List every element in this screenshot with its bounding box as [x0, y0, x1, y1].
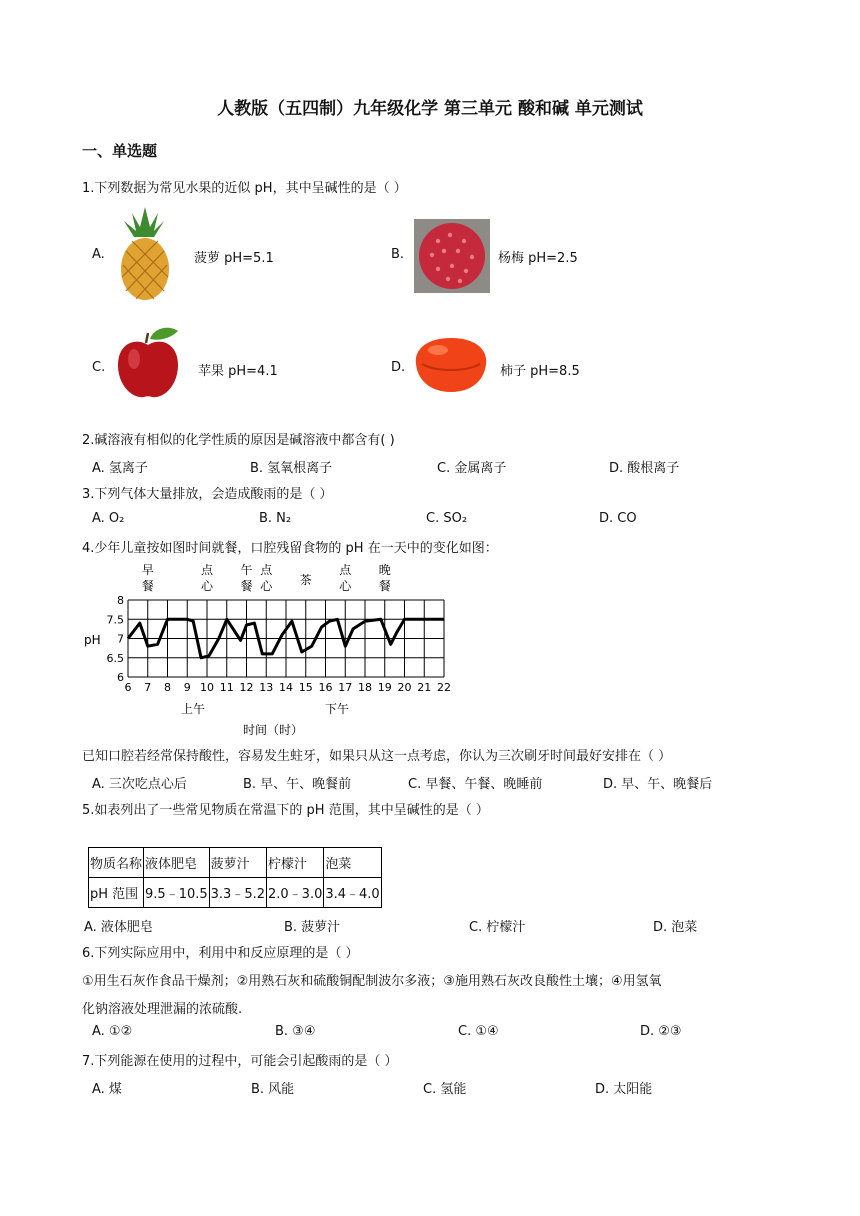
x-tick-label: 20 — [397, 681, 412, 694]
pineapple-icon — [114, 205, 176, 301]
question-2-stem: 2.碱溶液有相似的化学性质的原因是碱溶液中都含有( ) — [82, 433, 395, 448]
table-header-row — [89, 848, 382, 878]
q7-option-c[interactable]: C. 氢能 — [423, 1082, 467, 1097]
chart-y-label: pH — [84, 633, 101, 647]
chart-grid — [128, 600, 444, 677]
q4-option-c[interactable]: C. 早餐、午餐、晚睡前 — [408, 777, 543, 792]
question-1-stem: 1.下列数据为常见水果的近似 pH，其中呈碱性的是（ ） — [82, 181, 407, 196]
q7-option-b[interactable]: B. 风能 — [251, 1082, 295, 1097]
question-7-stem: 7.下列能源在使用的过程中，可能会引起酸雨的是（ ） — [82, 1054, 398, 1069]
event-label: 点 — [260, 563, 273, 577]
q1-option-c-letter: C. — [92, 360, 106, 375]
event-label: 餐 — [378, 579, 391, 593]
q2-option-c[interactable]: C. 金属离子 — [437, 461, 507, 476]
q7-option-a[interactable]: A. 煤 — [92, 1082, 122, 1097]
x-tick-label: 7 — [144, 681, 152, 694]
q3-option-b[interactable]: B. N₂ — [259, 511, 292, 526]
q4-option-d[interactable]: D. 早、午、晚餐后 — [603, 777, 713, 792]
event-label: 心 — [200, 579, 214, 593]
q5-option-a[interactable]: A. 液体肥皂 — [84, 920, 153, 935]
q5-option-c[interactable]: C. 柠檬汁 — [469, 920, 526, 935]
x-tick-label: 22 — [437, 681, 451, 694]
bayberry-icon — [414, 219, 490, 293]
q5-option-b[interactable]: B. 菠萝汁 — [284, 920, 341, 935]
q6-option-a[interactable]: A. ①② — [92, 1024, 133, 1039]
table-header-cell: 液体肥皂 — [144, 848, 210, 878]
event-label: 心 — [260, 579, 273, 593]
event-label: 餐 — [240, 579, 253, 593]
ph-range-table — [88, 847, 382, 908]
q1-option-d-letter: D. — [391, 360, 406, 375]
table-header-cell: 泡菜 — [324, 848, 381, 878]
q6-option-d[interactable]: D. ②③ — [640, 1024, 682, 1039]
table-header-cell: 物质名称 — [89, 848, 144, 878]
persimmon-icon — [412, 334, 490, 394]
table-row — [89, 878, 382, 908]
question-6-line-2: 化钠溶液处理泄漏的浓硫酸. — [82, 1002, 243, 1017]
q1-option-a-text: 菠萝 pH=5.1 — [194, 251, 274, 266]
q2-option-b[interactable]: B. 氢氧根离子 — [250, 461, 333, 476]
question-6-stem: 6.下列实际应用中，利用中和反应原理的是（ ） — [82, 946, 359, 961]
table-cell: 3.4﹣4.0 — [324, 878, 381, 908]
event-label: 心 — [339, 579, 352, 593]
page-title: 人教版（五四制）九年级化学 第三单元 酸和碱 单元测试 — [217, 99, 643, 119]
question-4-followup: 已知口腔若经常保持酸性，容易发生蛀牙，如果只从这一点考虑，你认为三次刷牙时间最好安排在（ ） — [82, 749, 672, 764]
question-6-line-1: ①用生石灰作食品干燥剂；②用熟石灰和硫酸铜配制波尔多液；③施用熟石灰改良酸性土壤；④用氢氧 — [82, 974, 662, 989]
question-4-stem: 4.少年儿童按如图时间就餐，口腔残留食物的 pH 在一天中的变化如图： — [82, 541, 498, 556]
q1-option-c-text: 苹果 pH=4.1 — [198, 364, 278, 379]
event-label: 茶 — [299, 573, 312, 587]
q4-option-b[interactable]: B. 早、午、晚餐前 — [243, 777, 352, 792]
x-tick-label: 9 — [183, 681, 191, 694]
table-cell: 3.3﹣5.2 — [209, 878, 266, 908]
chart-event-labels — [142, 562, 391, 593]
q2-option-d[interactable]: D. 酸根离子 — [609, 461, 680, 476]
apple-icon — [114, 325, 182, 399]
chart-x-label: 时间（时） — [243, 723, 304, 737]
table-header-cell: 柠檬汁 — [267, 848, 324, 878]
period-label-pm: 下午 — [325, 702, 350, 716]
y-tick-label: 6 — [117, 671, 124, 684]
q2-option-a[interactable]: A. 氢离子 — [92, 461, 148, 476]
y-tick-label: 7.5 — [106, 613, 124, 627]
chart-x-ticks — [125, 681, 452, 694]
event-label: 早 — [141, 563, 154, 577]
x-tick-label: 15 — [298, 681, 313, 694]
x-tick-label: 8 — [164, 681, 171, 694]
event-label: 晚 — [378, 563, 391, 577]
x-tick-label: 19 — [377, 681, 392, 694]
question-3-stem: 3.下列气体大量排放，会造成酸雨的是（ ） — [82, 487, 333, 502]
q4-option-a[interactable]: A. 三次吃点心后 — [92, 777, 187, 792]
section-heading: 一、单选题 — [82, 142, 158, 160]
q3-option-a[interactable]: A. O₂ — [92, 511, 125, 526]
x-tick-label: 13 — [259, 681, 274, 694]
q6-option-c[interactable]: C. ①④ — [458, 1024, 499, 1039]
x-tick-label: 21 — [417, 681, 432, 694]
y-tick-label: 6.5 — [106, 651, 124, 665]
x-tick-label: 10 — [200, 681, 214, 694]
q5-option-d[interactable]: D. 泡菜 — [653, 920, 698, 935]
table-header-cell: 菠萝汁 — [209, 848, 266, 878]
x-tick-label: 17 — [338, 681, 353, 694]
q1-option-a-letter: A. — [92, 247, 105, 262]
question-5-stem: 5.如表列出了一些常见物质在常温下的 pH 范围，其中呈碱性的是（ ） — [82, 803, 489, 818]
q3-option-d[interactable]: D. CO — [599, 511, 637, 526]
period-label-am: 上午 — [181, 702, 206, 716]
y-tick-label: 7 — [117, 632, 124, 646]
x-tick-label: 18 — [358, 681, 372, 694]
x-tick-label: 12 — [239, 681, 254, 694]
x-tick-label: 6 — [124, 681, 132, 694]
event-label: 点 — [200, 563, 214, 577]
table-cell: 2.0﹣3.0 — [267, 878, 324, 908]
event-label: 餐 — [141, 579, 154, 593]
q1-option-b-text: 杨梅 pH=2.5 — [498, 251, 578, 266]
ph-chart — [80, 560, 460, 740]
y-tick-label: 8 — [117, 594, 124, 607]
x-tick-label: 11 — [219, 681, 234, 694]
table-cell: 9.5﹣10.5 — [144, 878, 210, 908]
q1-option-b-letter: B. — [391, 247, 405, 262]
q3-option-c[interactable]: C. SO₂ — [426, 511, 468, 526]
q1-option-d-text: 柿子 pH=8.5 — [500, 364, 580, 379]
event-label: 点 — [339, 563, 352, 577]
x-tick-label: 16 — [318, 681, 333, 694]
event-label: 午 — [240, 563, 253, 577]
table-cell: pH 范围 — [89, 878, 144, 908]
x-tick-label: 14 — [279, 681, 293, 694]
q6-option-b[interactable]: B. ③④ — [275, 1024, 316, 1039]
q7-option-d[interactable]: D. 太阳能 — [595, 1082, 653, 1097]
chart-y-ticks — [107, 594, 125, 684]
